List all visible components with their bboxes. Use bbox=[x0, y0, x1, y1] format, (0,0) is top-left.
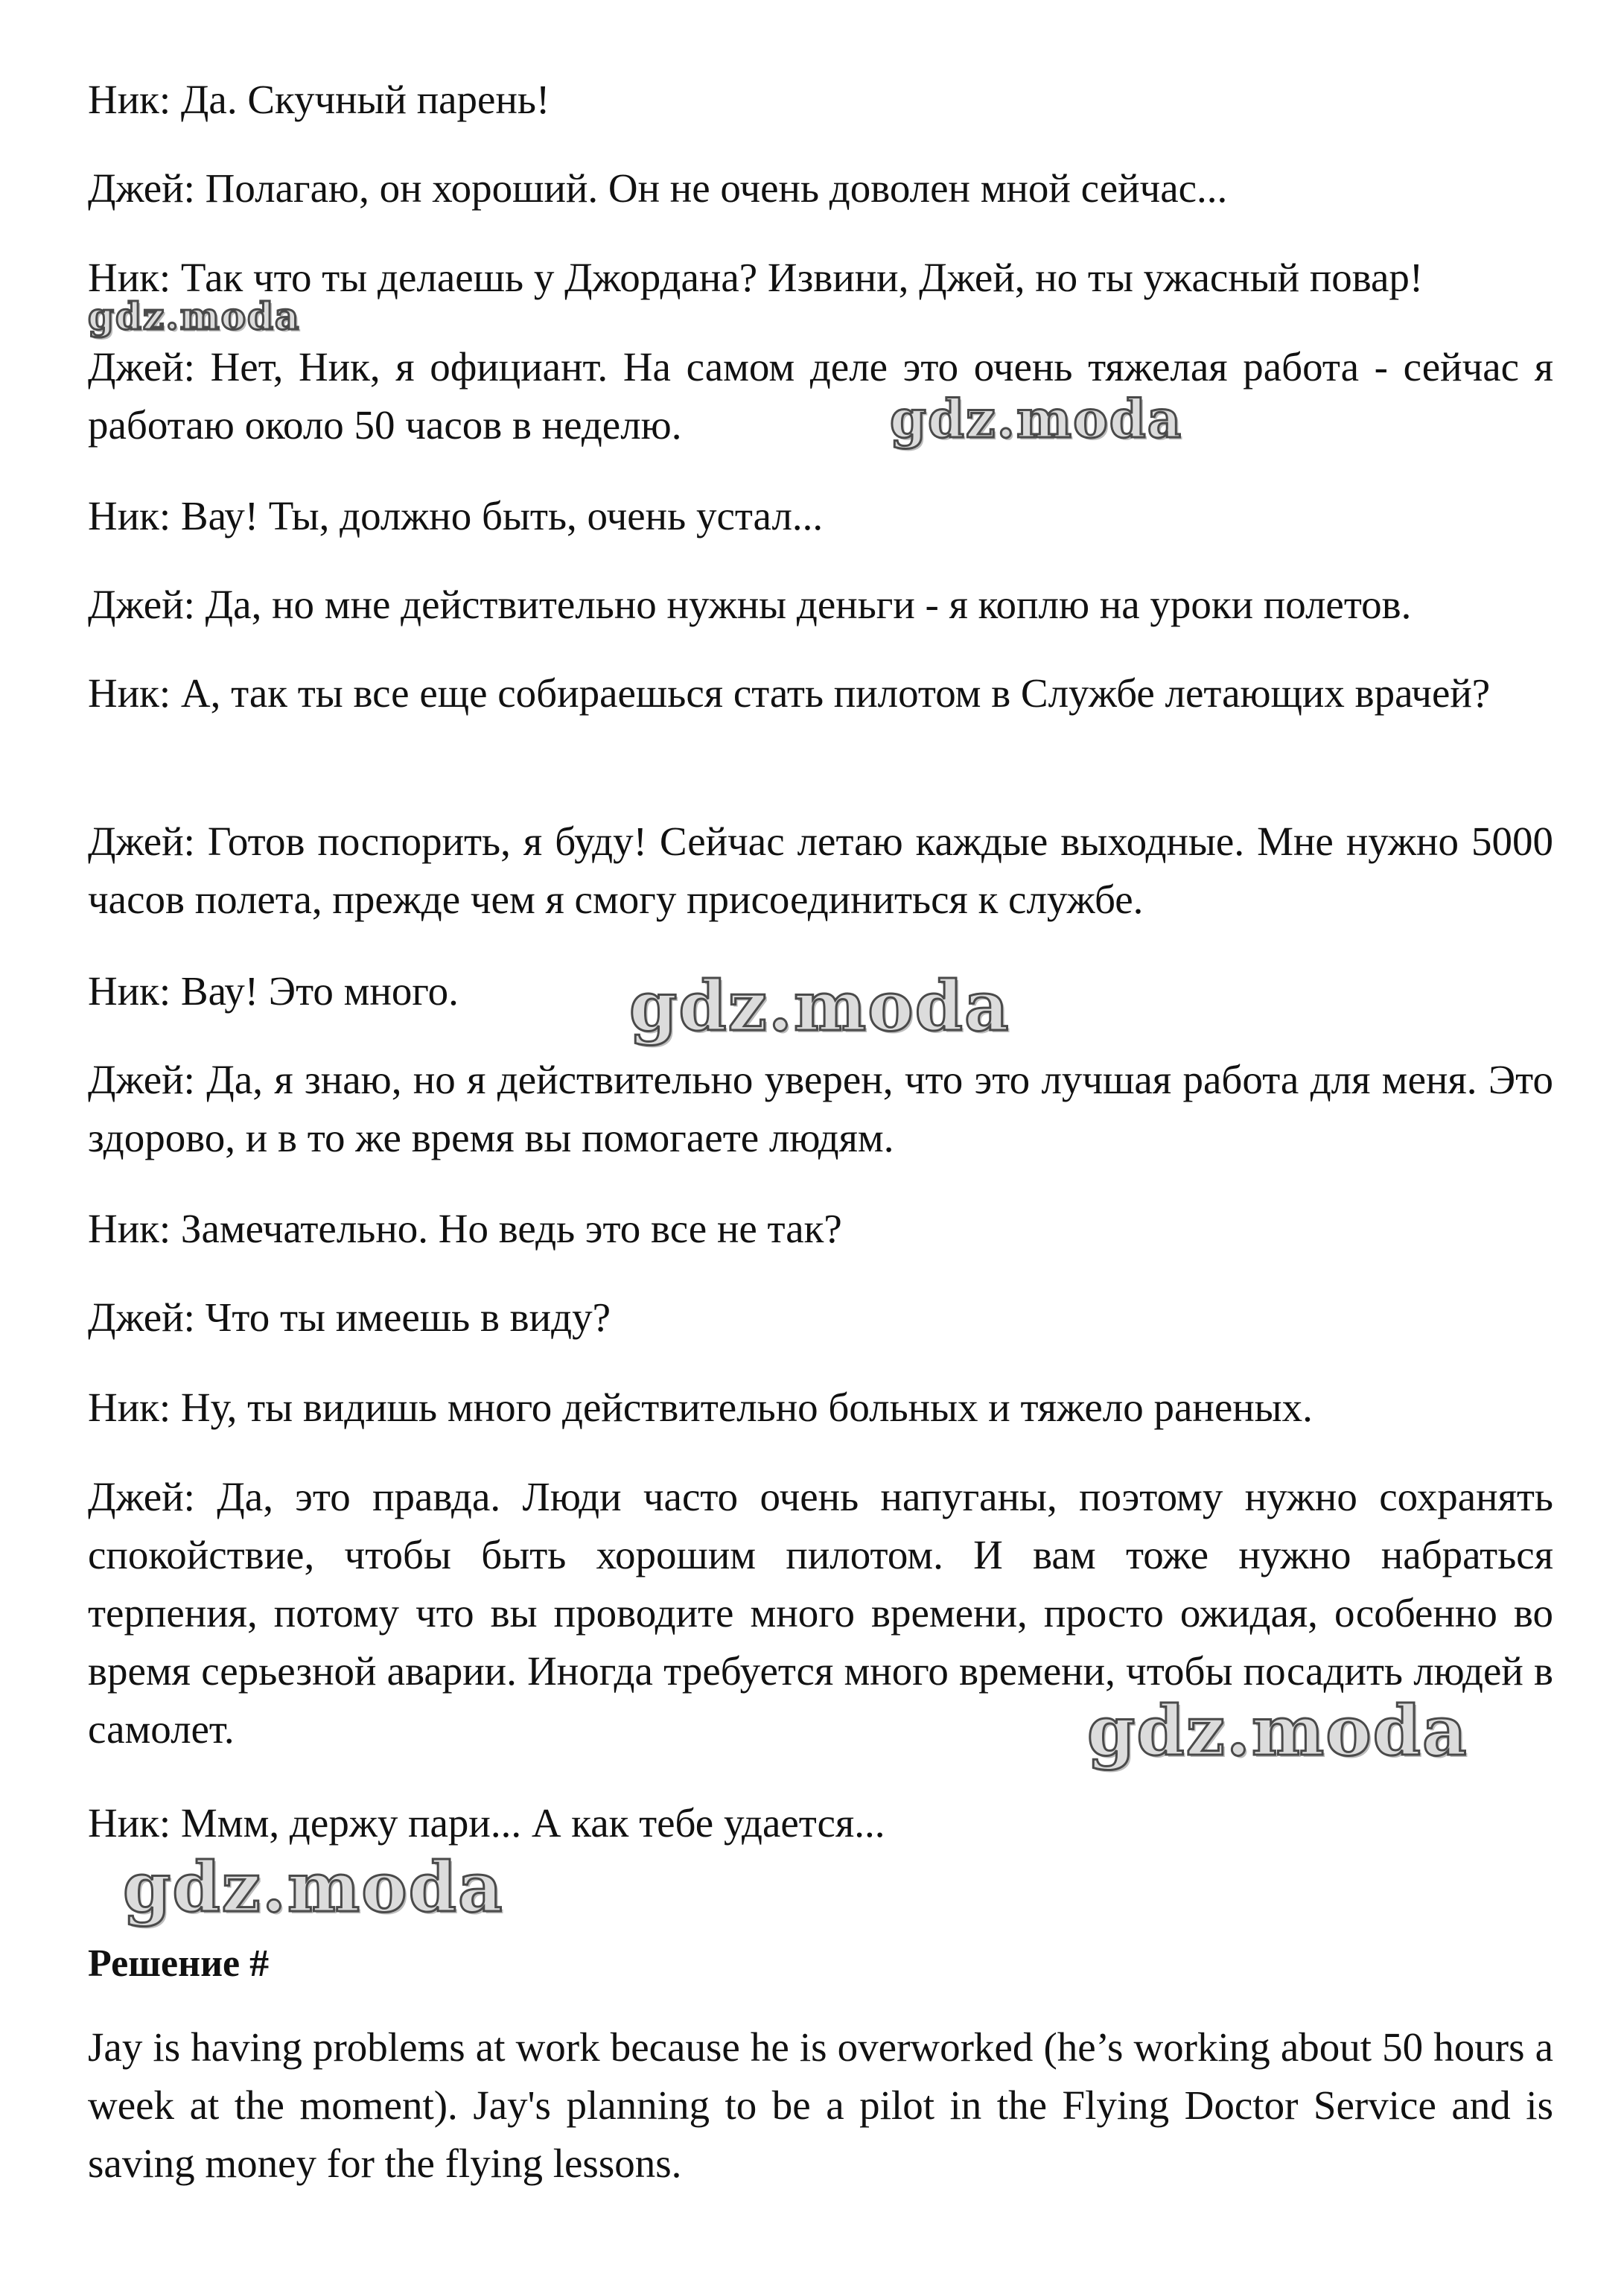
dialogue-line: Ник: Так что ты делаешь у Джордана? Извини, Джей, но ты ужасный повар! bbox=[88, 255, 1424, 300]
dialogue-line: Ник: Да. Скучный парень! bbox=[88, 77, 550, 122]
dialogue-line: Джей: Да, но мне действительно нужны деньги - я коплю на уроки полетов. bbox=[88, 582, 1412, 627]
dialogue-line: Ник: Вау! Ты, должно быть, очень устал... bbox=[88, 493, 824, 538]
dialogue-line: Джей: Нет, Ник, я официант. На самом деле это очень тяжелая работа - сейчас я работаю около 50 часов в неделю. bbox=[88, 344, 1553, 448]
solution-heading: Решение # bbox=[88, 1942, 270, 1985]
dialogue-line: Ник: Ну, ты видишь много действительно больных и тяжело раненых. bbox=[88, 1385, 1313, 1430]
dialogue-line: Джей: Что ты имеешь в виду? bbox=[88, 1294, 611, 1340]
dialogue-line: Джей: Да, я знаю, но я действительно уверен, что это лучшая работа для меня. Это здорово, и в то же время вы помогаете людям. bbox=[88, 1057, 1553, 1160]
watermark: gdz.moda bbox=[88, 294, 301, 338]
dialogue-line: Ник: Замечательно. Но ведь это все не так? bbox=[88, 1206, 842, 1251]
watermark: gdz.moda bbox=[890, 388, 1183, 450]
dialogue-line: Ник: Ммм, держу пари... А как тебе удается... bbox=[88, 1800, 885, 1846]
watermark: gdz.moda bbox=[123, 1847, 504, 1928]
dialogue-line: Джей: Готов поспорить, я буду! Сейчас летаю каждые выходные. Мне нужно 5000 часов полета, прежде чем я смогу присоединиться к службе. bbox=[88, 819, 1553, 922]
dialogue-line: Джей: Полагаю, он хороший. Он не очень доволен мной сейчас... bbox=[88, 165, 1228, 211]
solution-text: Jay is having problems at work because he is overworked (he’s working about 50 hours a week at the moment). Jay's planning to be a pilot in the Flying Doctor Service and is saving money for the flying lessons. bbox=[88, 2024, 1553, 2186]
watermark: gdz.moda bbox=[629, 966, 1010, 1046]
dialogue-line: Ник: Вау! Это много. bbox=[88, 968, 459, 1014]
dialogue-line: Ник: А, так ты все еще собираешься стать пилотом в Службе летающих врачей? bbox=[88, 670, 1491, 716]
dialogue-line: Джей: Да, это правда. Люди часто очень напуганы, поэтому нужно сохранять спокойствие, чтобы быть хорошим пилотом. И вам тоже нужно набраться терпения, потому что вы проводите много времени, просто ожидая, особенно во время серьезной аварии. Иногда требуется много времени, чтобы посадить людей в самолет. bbox=[88, 1474, 1553, 1752]
watermark: gdz.moda bbox=[1087, 1691, 1468, 1771]
